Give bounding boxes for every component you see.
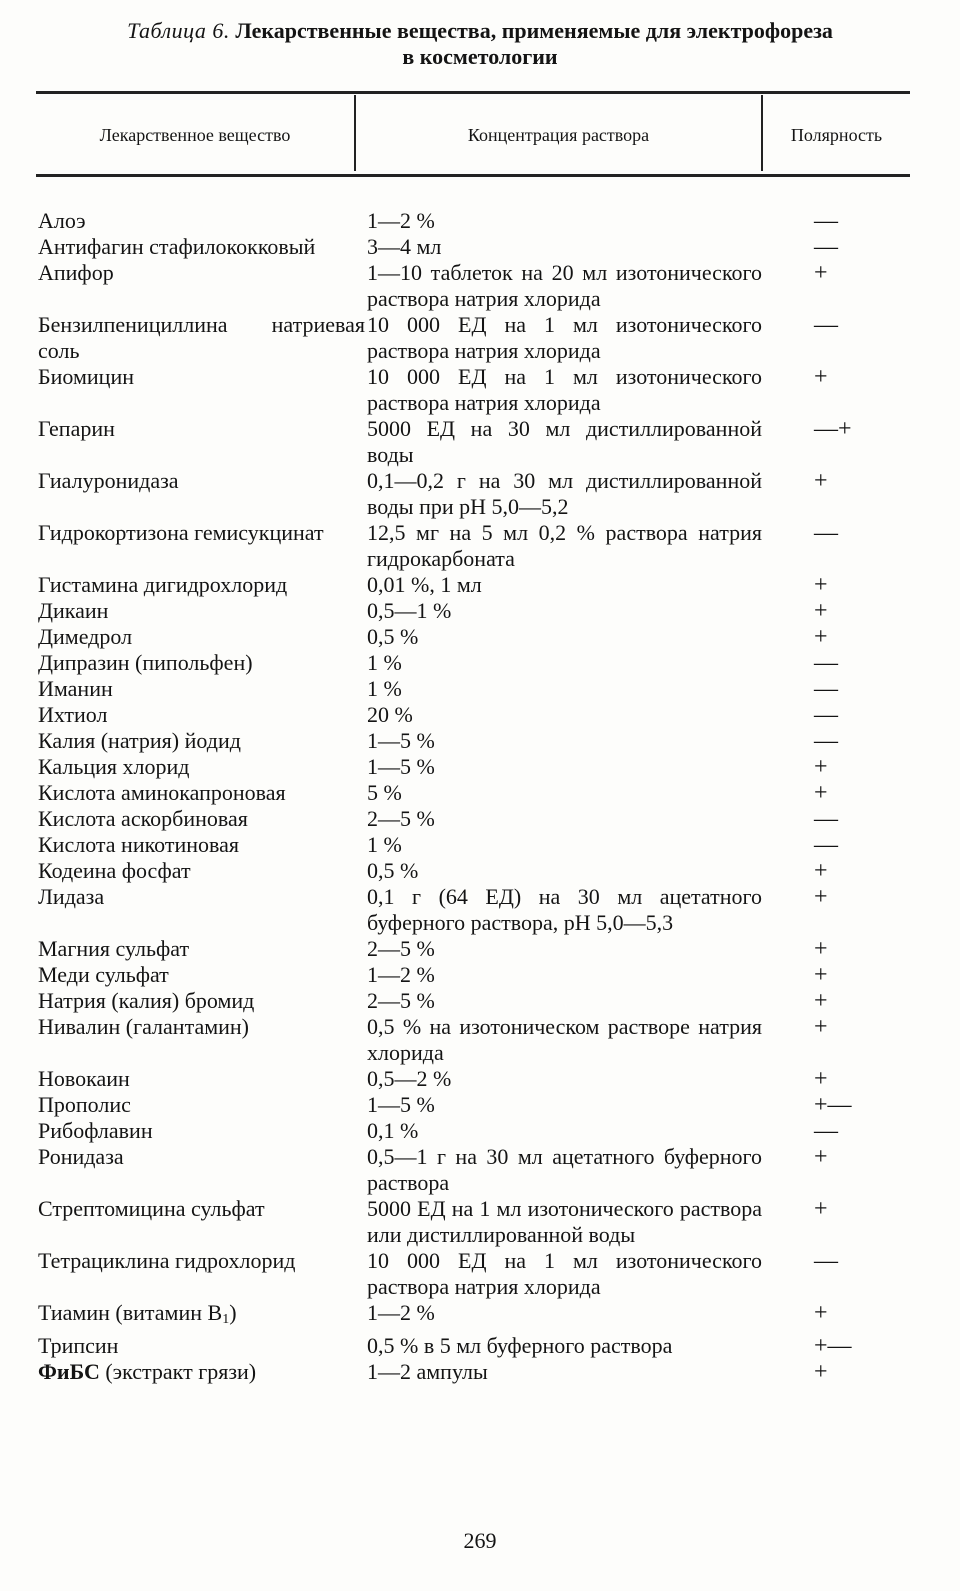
table-title — [40, 18, 920, 70]
polarity: + — [814, 1359, 828, 1385]
table-row — [38, 1014, 910, 1066]
table-row — [38, 208, 910, 234]
table-row — [38, 1248, 910, 1300]
concentration: 1—10 таблеток на 20 мл изотонического раствора натрия хлорида — [367, 260, 762, 311]
concentration: 2—5 % — [367, 936, 435, 961]
substance-name: Гидрокортизона гемисукцинат — [38, 520, 324, 545]
table-row — [38, 806, 910, 832]
substance-name: Прополис — [38, 1092, 131, 1117]
substance-name: Бензилпенициллина натриевая соль — [38, 312, 365, 363]
polarity: + — [814, 754, 828, 780]
polarity: + — [814, 260, 828, 286]
polarity: — — [814, 702, 838, 728]
table-row — [38, 702, 910, 728]
table-row — [38, 1333, 910, 1359]
table-row — [38, 728, 910, 754]
header-bottom-rule — [36, 174, 910, 177]
substance-name: Кальция хлорид — [38, 754, 190, 779]
concentration: 1 % — [367, 650, 402, 675]
substance-name: Стрептомицина сульфат — [38, 1196, 265, 1221]
substance-name: Биомицин — [38, 364, 135, 389]
concentration: 2—5 % — [367, 988, 435, 1013]
table-row — [38, 884, 910, 936]
polarity: — — [814, 650, 838, 676]
concentration: 10 000 ЕД на 1 мл изотонического раствора натрия хлорида — [367, 364, 762, 415]
substance-name: Апифор — [38, 260, 114, 285]
table-row — [38, 1359, 910, 1385]
substance-name: Алоэ — [38, 208, 86, 233]
polarity: + — [814, 936, 828, 962]
table-row — [38, 832, 910, 858]
substance-name: Нивалин (галантамин) — [38, 1014, 250, 1039]
concentration: 0,5 % — [367, 624, 419, 649]
substance-name: Кислота никотиновая — [38, 832, 240, 857]
substance-name: Рибофлавин — [38, 1118, 153, 1143]
table-row — [38, 858, 910, 884]
substance-name: Антифагин стафилококковый — [38, 234, 316, 259]
table-row — [38, 416, 910, 468]
polarity: + — [814, 884, 828, 910]
table-row — [38, 650, 910, 676]
polarity: + — [814, 780, 828, 806]
substance-name: Кодеина фосфат — [38, 858, 191, 883]
polarity: + — [814, 988, 828, 1014]
polarity: + — [814, 364, 828, 390]
polarity: + — [814, 1144, 828, 1170]
concentration: 5 % — [367, 780, 402, 805]
concentration: 5000 ЕД на 1 мл изотонического раствора или дистиллированной воды — [367, 1196, 762, 1247]
table-row — [38, 780, 910, 806]
table-row — [38, 1300, 910, 1333]
concentration: 0,01 %, 1 мл — [367, 572, 482, 597]
table-row — [38, 468, 910, 520]
polarity: —+ — [814, 416, 852, 442]
polarity: +— — [814, 1333, 852, 1359]
polarity: + — [814, 1300, 828, 1326]
polarity: — — [814, 832, 838, 858]
concentration: 0,1 % — [367, 1118, 419, 1143]
substance-name: ФиБС (экстракт грязи) — [38, 1359, 257, 1384]
polarity: + — [814, 468, 828, 494]
table-row — [38, 624, 910, 650]
substance-name-suffix: ) — [229, 1300, 237, 1325]
substance-name: Гистамина дигидрохлорид — [38, 572, 288, 597]
concentration: 1—5 % — [367, 754, 435, 779]
substance-name: Новокаин — [38, 1066, 130, 1091]
polarity: + — [814, 1014, 828, 1040]
table-row — [38, 1118, 910, 1144]
table-row — [38, 364, 910, 416]
table-row — [38, 1066, 910, 1092]
table-row — [38, 572, 910, 598]
polarity: + — [814, 962, 828, 988]
substance-name — [38, 1300, 365, 1333]
table-body — [38, 208, 910, 1385]
substance-name: Калия (натрия) йодид — [38, 728, 241, 753]
polarity: — — [814, 312, 838, 338]
table-row — [38, 520, 910, 572]
concentration: 12,5 мг на 5 мл 0,2 % раствора натрия гидрокарбоната — [367, 520, 762, 571]
polarity: — — [814, 1118, 838, 1144]
polarity: — — [814, 520, 838, 546]
polarity: — — [814, 1248, 838, 1274]
substance-name: Натрия (калия) бромид — [38, 988, 255, 1013]
polarity: +— — [814, 1092, 852, 1118]
table-row — [38, 754, 910, 780]
concentration: 1 % — [367, 832, 402, 857]
table-row — [38, 936, 910, 962]
table-title-line2: в косметологии — [402, 44, 558, 69]
concentration: 1—5 % — [367, 1092, 435, 1117]
table-row — [38, 312, 910, 364]
polarity: — — [814, 728, 838, 754]
table-row — [38, 234, 910, 260]
header-concentration: Концентрация раствора — [467, 125, 650, 145]
substance-name: Гиалуронидаза — [38, 468, 179, 493]
table-top-rule — [36, 91, 910, 94]
table-row — [38, 988, 910, 1014]
concentration: 0,1—0,2 г на 30 мл дистиллированной воды при pH 5,0—5,2 — [367, 468, 762, 519]
concentration: 1—2 % — [367, 962, 435, 987]
polarity: — — [814, 234, 838, 260]
concentration: 3—4 мл — [367, 234, 442, 259]
substance-name: Дипразин (пипольфен) — [38, 650, 253, 675]
page-number: 269 — [463, 1528, 497, 1553]
concentration: 10 000 ЕД на 1 мл изотонического раствора натрия хлорида — [367, 312, 762, 363]
polarity: — — [814, 806, 838, 832]
substance-name: Кислота аминокапроновая — [38, 780, 286, 805]
subscript: 1 — [222, 1312, 230, 1327]
substance-name-text: Тиамин (витамин B — [38, 1300, 223, 1325]
polarity: + — [814, 572, 828, 598]
concentration: 0,5 % в 5 мл буферного раствора — [367, 1333, 673, 1358]
substance-name: Гепарин — [38, 416, 115, 441]
substance-name: Дикаин — [38, 598, 109, 623]
table-title-line1: Лекарственные вещества, применяемые для электрофореза — [235, 18, 833, 43]
header-substance: Лекарственное вещество — [99, 125, 291, 145]
table-row — [38, 1092, 910, 1118]
concentration: 0,5—2 % — [367, 1066, 452, 1091]
table-row — [38, 1196, 910, 1248]
concentration: 1—2 % — [367, 1300, 435, 1325]
concentration: 2—5 % — [367, 806, 435, 831]
polarity: + — [814, 598, 828, 624]
concentration: 0,5—1 % — [367, 598, 452, 623]
table-row — [38, 962, 910, 988]
substance-name: Магния сульфат — [38, 936, 190, 961]
concentration: 1—2 % — [367, 208, 435, 233]
substance-name: Иманин — [38, 676, 113, 701]
concentration: 5000 ЕД на 30 мл дистиллированной воды — [367, 416, 762, 467]
substance-name: Тетрациклина гидрохлорид — [38, 1248, 296, 1273]
table-row — [38, 598, 910, 624]
table-row — [38, 676, 910, 702]
polarity: — — [814, 676, 838, 702]
concentration: 1—5 % — [367, 728, 435, 753]
concentration: 0,1 г (64 ЕД) на 30 мл ацетатного буферного раствора, pH 5,0—5,3 — [367, 884, 762, 935]
polarity: + — [814, 1196, 828, 1222]
concentration: 0,5 % на изотоническом растворе натрия хлорида — [367, 1014, 762, 1065]
table-row — [38, 1144, 910, 1196]
concentration: 10 000 ЕД на 1 мл изотонического раствора натрия хлорида — [367, 1248, 762, 1299]
header-polarity: Полярность — [790, 125, 883, 145]
substance-name: Кислота аскорбиновая — [38, 806, 248, 831]
substance-name: Димедрол — [38, 624, 133, 649]
concentration: 1—2 ампулы — [367, 1359, 488, 1384]
substance-name: Трипсин — [38, 1333, 119, 1358]
concentration: 0,5 % — [367, 858, 419, 883]
polarity: + — [814, 858, 828, 884]
substance-name-bold: ФиБС — [38, 1359, 100, 1384]
substance-name: Меди сульфат — [38, 962, 169, 987]
concentration: 1 % — [367, 676, 402, 701]
concentration: 0,5—1 г на 30 мл ацетатного буферного раствора — [367, 1144, 762, 1195]
substance-name: Лидаза — [38, 884, 105, 909]
substance-name: Ихтиол — [38, 702, 108, 727]
table-row — [38, 260, 910, 312]
concentration: 20 % — [367, 702, 413, 727]
table-caption: Таблица 6. — [127, 18, 230, 43]
polarity: + — [814, 624, 828, 650]
polarity: — — [814, 208, 838, 234]
substance-name: Ронидаза — [38, 1144, 124, 1169]
polarity: + — [814, 1066, 828, 1092]
